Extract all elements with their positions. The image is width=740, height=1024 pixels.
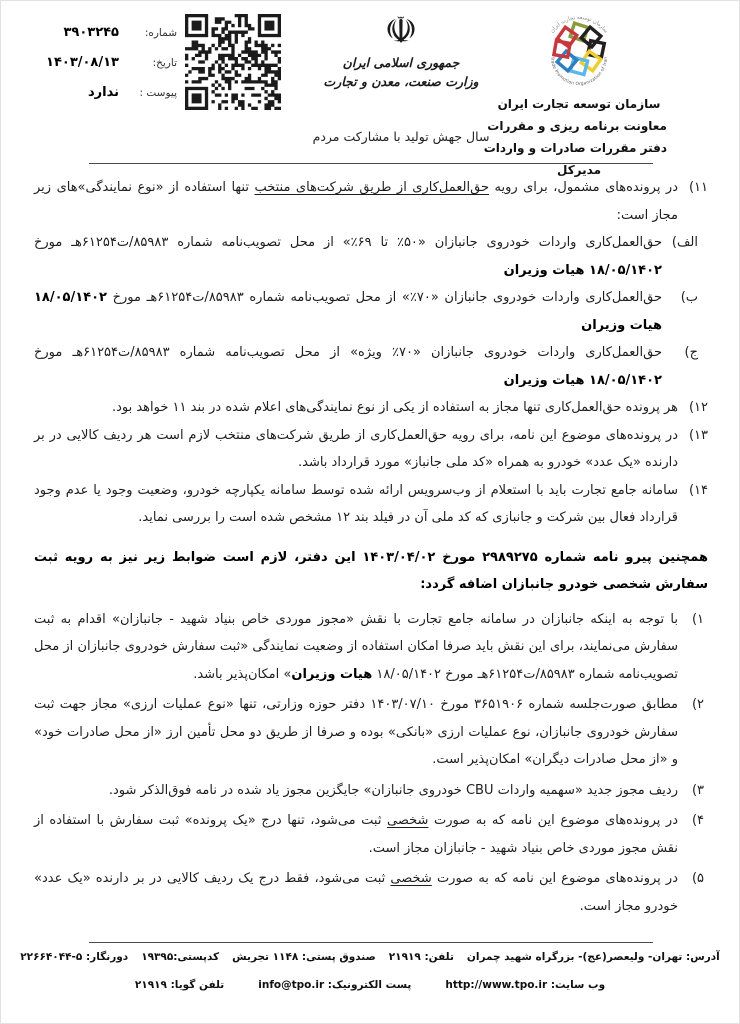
list-item-11c xyxy=(34,339,708,394)
item-text xyxy=(34,284,662,339)
letter-meta xyxy=(27,25,177,115)
lead-paragraph xyxy=(34,544,708,599)
qr-code-icon xyxy=(185,14,281,110)
text-run: » امکان‌پذیر باشد. xyxy=(193,666,292,682)
text-run: حق‌العمل‌کاری واردات خودروی جانبازان «۷۰٪ ویژه» از محل تصویب‌نامه شماره ۸۵۹۸۳/ت۶۱۲۵۴هـ مورخ xyxy=(34,345,662,360)
footer-fax: دورنگار: ۵-۲۲۶۶۴۰۴۴ xyxy=(20,951,129,963)
item-text xyxy=(34,174,678,229)
tpo-logo-icon xyxy=(537,5,621,93)
list-item-14 xyxy=(34,477,708,532)
list-item-4 xyxy=(34,807,708,862)
footer-divider xyxy=(89,942,653,943)
item-number: ۴) xyxy=(691,813,704,828)
item-text xyxy=(34,777,678,805)
underlined-run: شخصی xyxy=(390,871,432,886)
item-text xyxy=(34,606,678,689)
gov-line-republic: جمهوری اسلامی ایران xyxy=(342,55,460,70)
list-item-11b xyxy=(34,284,708,339)
letter-attachment-row xyxy=(27,85,177,115)
list-item-11a xyxy=(34,229,708,284)
item-text xyxy=(34,477,678,532)
government-header xyxy=(301,9,501,91)
footer-website: وب سایت: http://www.tpo.ir xyxy=(445,979,606,991)
footer-web-line xyxy=(1,979,739,991)
text-run: ردیف مجوز جدید «سهمیه واردات CBU خودروی جانبازان» جایگزین مجوز یاد شده در نامه فوق‌الذکر شود. xyxy=(108,782,678,798)
letter-number-row xyxy=(27,25,177,55)
logo-arc-text-en: Trade Promotion Organization of Iran xyxy=(548,56,610,88)
letter-number-label: شماره: xyxy=(144,27,177,39)
item-text xyxy=(34,229,662,284)
item-number: الف) xyxy=(671,235,698,250)
list-item-13 xyxy=(34,422,708,477)
letter-date-row xyxy=(27,55,177,85)
year-slogan: سال جهش تولید با مشارکت مردم xyxy=(312,129,490,144)
tpo-header xyxy=(483,5,667,181)
text-run: ثبت می‌شود، فقط درج یک ردیف کالایی در بر دارنده «یک عدد» خودرو مجاز است. xyxy=(34,871,678,914)
bold-run: ۱۸/۰۵/۱۴۰۲ هیات وزیران xyxy=(503,262,662,278)
org-director: مدیرکل xyxy=(556,163,602,177)
item-number: ج) xyxy=(684,345,698,360)
list-item-2 xyxy=(34,691,708,774)
item-text xyxy=(34,807,678,862)
bold-run: ۱۸/۰۵/۱۴۰۲ هیات وزیران xyxy=(503,372,662,388)
bold-run: ۱۸/۰۵/۱۴۰۲ هیات وزیران xyxy=(34,290,662,333)
underlined-run: شخصی xyxy=(387,813,429,828)
text-run: در پرونده‌های موضوع این نامه که به صورت xyxy=(428,813,678,828)
list-item-5 xyxy=(34,865,708,920)
item-number: ۲) xyxy=(691,697,704,712)
list-item-3 xyxy=(34,777,708,805)
item-text xyxy=(34,339,662,394)
text-run: همچنین پیرو نامه شماره ۲۹۸۹۲۷۵ مورخ ۱۴۰۳/۰۴/۰۲ این دفتر، لازم است ضوابط زیر نیز به رویه ثبت سفارش شخصی خودرو جانبازان اضافه گردد: xyxy=(34,549,708,592)
item-number: ۱۴) xyxy=(688,482,708,498)
footer-address: آدرس: تهران- ولیعصر(عج)- بزرگراه شهید چمران xyxy=(466,951,720,963)
letter-body xyxy=(34,174,708,923)
item-text xyxy=(34,422,678,477)
item-text xyxy=(34,691,678,774)
footer-voice-phone: تلفن گویا: ۲۱۹۱۹ xyxy=(134,979,225,991)
letter-attachment-value: ندارد xyxy=(87,85,119,100)
footer-pobox: صندوق پستی: ۱۱۴۸ تجریش xyxy=(232,951,376,963)
footer-postal-code: کدپستی:۱۹۳۹۵ xyxy=(141,951,220,963)
letter-date-value: ۱۴۰۳/۰۸/۱۳ xyxy=(46,55,119,70)
iran-emblem-icon: ☫ xyxy=(384,9,418,52)
org-deputy: معاونت برنامه ریزی و مقررات xyxy=(487,119,667,133)
list-item-12 xyxy=(34,394,708,422)
header-divider xyxy=(89,163,653,164)
text-run: حق‌العمل‌کاری واردات خودروی جانبازان «۷۰٪» از محل تصویب‌نامه شماره ۸۵۹۸۳/ت۶۱۲۵۴هـ مورخ xyxy=(106,290,663,305)
list-item-11 xyxy=(34,174,708,229)
text-run: با توجه به اینکه جانبازان در سامانه جامع تجارت با نقش «مجوز موردی خاص بنیاد شهید - جانبازان» اقدام به ثبت سفارش می‌نمایند، برای این نقش باید صرفا امکان استفاده از وضعیت نمایندگی «ثبت سفارش خودروی جانبازان از محل تصویب‌نامه شماره ۸۵۹۸۳/ت۶۱۲۵۴هـ مورخ ۱۸/۰۵/۱۴۰۲ xyxy=(34,611,678,682)
footer-email: پست الکترونیک: info@tpo.ir xyxy=(258,979,412,991)
letter-date-label: تاریخ: xyxy=(152,57,177,69)
text-run: در پرونده‌های موضوع این نامه، برای رویه حق‌العمل‌کاری از طریق شرکت‌های منتخب لازم است هر ردیف کالایی در بر دارنده «یک عدد» خودرو به همراه «کد ملی جانباز» مورد قرارداد باشد. xyxy=(34,427,678,470)
item-number: ۱) xyxy=(691,611,704,627)
text-run: تنها استفاده از «نوع نمایندگی»های زیر مجاز است: xyxy=(34,180,678,223)
footer-phone: تلفن: ۲۱۹۱۹ xyxy=(388,951,454,963)
item-number: ۱۳) xyxy=(688,427,708,443)
text-run: هر پرونده حق‌العمل‌کاری تنها مجاز به استفاده از یکی از نوع نمایندگی‌های اعلام شده در بند ۱۱ خواهد بود. xyxy=(111,400,678,415)
item-number: ب) xyxy=(680,290,698,305)
text-run: حق‌العمل‌کاری واردات خودروی جانبازان «۵۰٪ تا ۶۹٪» از محل تصویب‌نامه شماره ۸۵۹۸۳/ت۶۱۲۵۴هـ مورخ xyxy=(34,235,663,250)
org-office: دفتر مقررات صادرات و واردات xyxy=(483,141,667,155)
gov-line-ministry: وزارت صنعت، معدن و تجارت xyxy=(323,74,479,89)
letter-number-value: ۳۹۰۳۲۴۵ xyxy=(63,25,119,40)
text-run: در پرونده‌های موضوع این نامه که به صورت xyxy=(431,871,678,886)
letter-attachment-label: پیوست : xyxy=(139,87,177,99)
item-number: ۵) xyxy=(691,871,704,886)
text-run: مطابق صورت‌جلسه شماره ۳۶۵۱۹۰۶ مورخ ۱۴۰۳/۰۷/۱۰ دفتر حوزه وزارتی، تنها «نوع عملیات ارزی» مجاز جهت ثبت سفارش خودروی جانبازان، نوع عملیات ارزی «بانکی» بوده و صرفا از طریق دو محل تأمین ارز «از محل صادرات خود» و «از محل صادرات دیگران» امکان‌پذیر است. xyxy=(34,697,678,767)
footer-contact-line xyxy=(1,951,739,963)
list-item-1 xyxy=(34,606,708,689)
item-number: ۱۲) xyxy=(688,400,708,415)
text-run: در پرونده‌های مشمول، برای رویه xyxy=(488,180,678,195)
bold-run: هیات وزیران xyxy=(291,666,373,682)
item-number: ۱۱) xyxy=(688,180,708,195)
item-text xyxy=(34,865,678,920)
item-text xyxy=(34,394,678,422)
text-run: سامانه جامع تجارت باید با استعلام از وب‌سرویس ارائه شده توسط سامانه یکپارچه خودرو، وضعیت وجود یا عدم وجود قرارداد فعال بین شرکت و جانبازی که کد ملی آن در فیلد بند ۱۲ مشخص شده است را بررسی نماید. xyxy=(34,482,678,525)
text-run: ثبت می‌شود، تنها درج «یک پرونده» ثبت سفارش با استفاده از نقش مجوز موردی خاص بنیاد شهید - جانبازان مجاز است. xyxy=(34,813,678,856)
logo-arc-text-fa: سازمان توسعه تجارت ایران xyxy=(549,14,609,35)
org-name: سازمان توسعه تجارت ایران xyxy=(497,97,661,111)
item-number: ۳) xyxy=(691,782,704,798)
underlined-run: حق‌العمل‌کاری از طریق شرکت‌های منتخب xyxy=(254,180,489,195)
